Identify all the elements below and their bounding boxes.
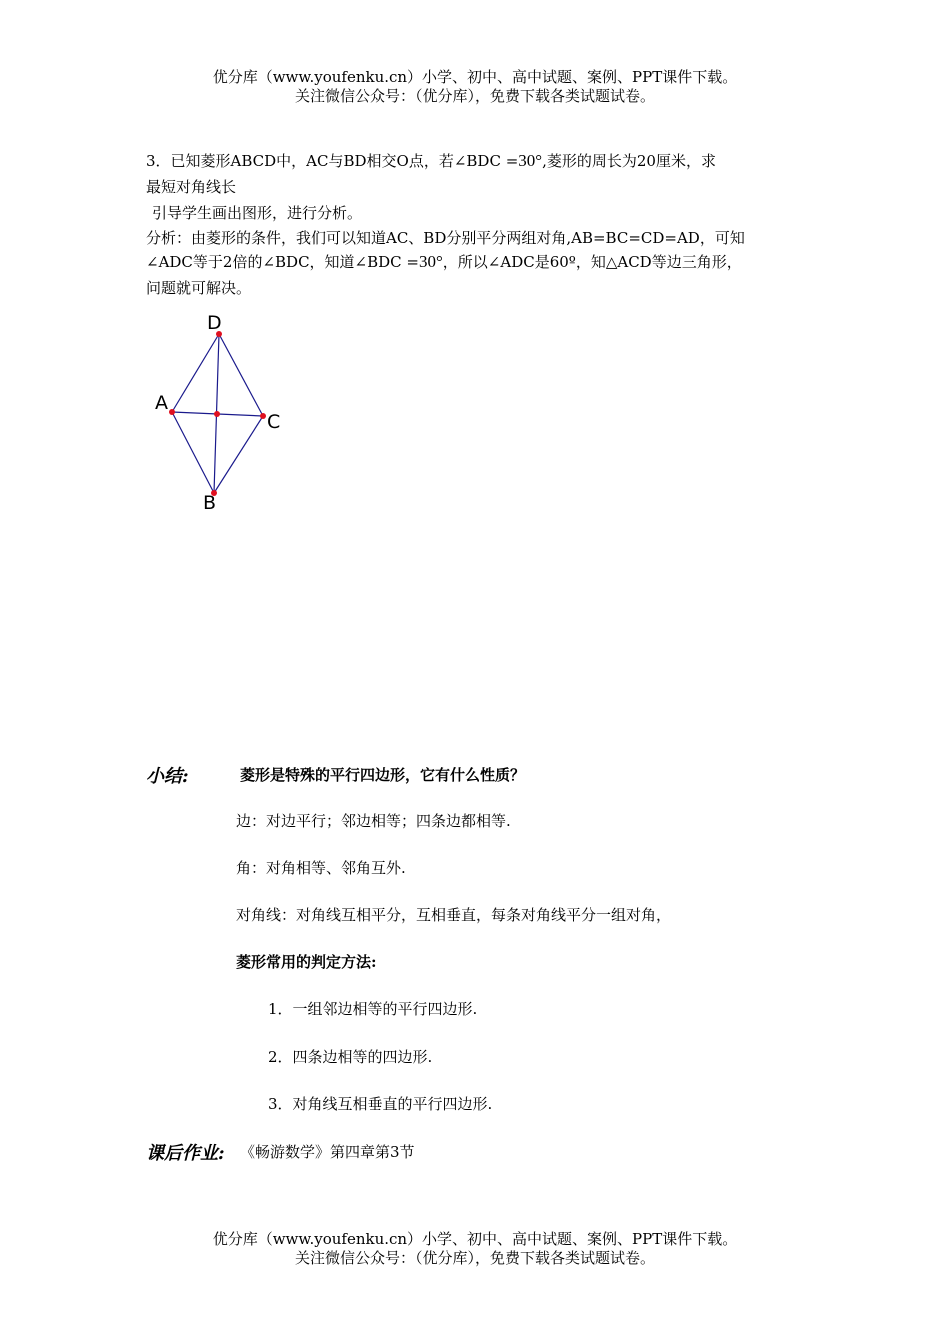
summary-label: 小结:: [146, 766, 189, 787]
method-item-3: 3．对角线互相垂直的平行四边形.: [268, 1095, 493, 1113]
summary-question: 菱形是特殊的平行四边形，它有什么性质？: [240, 766, 526, 784]
property-sides: 边：对边平行；邻边相等；四条边都相等.: [236, 812, 511, 830]
header-line-1: 优分库（www.youfenku.cn）小学、初中、高中试题、案例、PPT课件下载。: [212, 68, 738, 86]
method-item-2: 2．四条边相等的四边形.: [268, 1048, 433, 1066]
guide-text: 引导学生画出图形，进行分析。: [152, 204, 363, 222]
analysis-line-3: 问题就可解决。: [146, 279, 252, 297]
methods-title: 菱形常用的判定方法:: [236, 953, 377, 971]
side-ab: [172, 412, 214, 493]
footer-line-1: 优分库（www.youfenku.cn）小学、初中、高中试题、案例、PPT课件下载。: [212, 1230, 738, 1248]
point-a: [169, 409, 175, 415]
side-da: [172, 334, 219, 412]
side-dc: [219, 334, 263, 416]
problem-line-2: 最短对角线长: [146, 178, 237, 196]
label-c: C: [267, 411, 281, 433]
footer-line-2: 关注微信公众号：（优分库），免费下载各类试题试卷。: [294, 1249, 655, 1267]
analysis-line-1: 分析：由菱形的条件，我们可以知道AC、BD分别平分两组对角,AB=BC=CD=AD，可知: [146, 229, 745, 247]
label-d: D: [207, 312, 222, 334]
problem-line-1: [146, 150, 716, 171]
angle-30-value-2: 30°: [418, 252, 443, 271]
property-angles: 角：对角相等、邻角互外.: [236, 859, 406, 877]
point-c: [260, 413, 266, 419]
homework-text: 《畅游数学》第四章第3节: [240, 1143, 415, 1161]
vertex-points: [169, 331, 266, 496]
homework-label: 课后作业:: [146, 1143, 225, 1164]
analysis-line-2: [146, 251, 742, 272]
angle-30-value: 30°: [518, 151, 543, 170]
point-o: [214, 411, 220, 417]
label-b: B: [203, 492, 217, 514]
problem-text-post: ,菱形的周长为20厘米，求: [542, 152, 716, 170]
problem-text-pre: 3．已知菱形ABCD中，AC与BD相交O点，若∠BDC =: [146, 152, 519, 170]
method-item-1: 1．一组邻边相等的平行四边形.: [268, 1000, 478, 1018]
property-diagonals: 对角线：对角线互相平分，互相垂直，每条对角线平分一组对角，: [236, 906, 672, 924]
label-a: A: [155, 392, 168, 414]
side-cb: [214, 416, 263, 493]
rhombus-figure: [140, 305, 300, 520]
analysis-text-pre: ∠ADC等于2倍的∠BDC，知道∠BDC =: [146, 253, 419, 271]
analysis-text-post: ，所以∠ADC是60º，知△ACD等边三角形，: [442, 253, 742, 271]
header-line-2: 关注微信公众号：（优分库），免费下载各类试题试卷。: [294, 87, 655, 105]
